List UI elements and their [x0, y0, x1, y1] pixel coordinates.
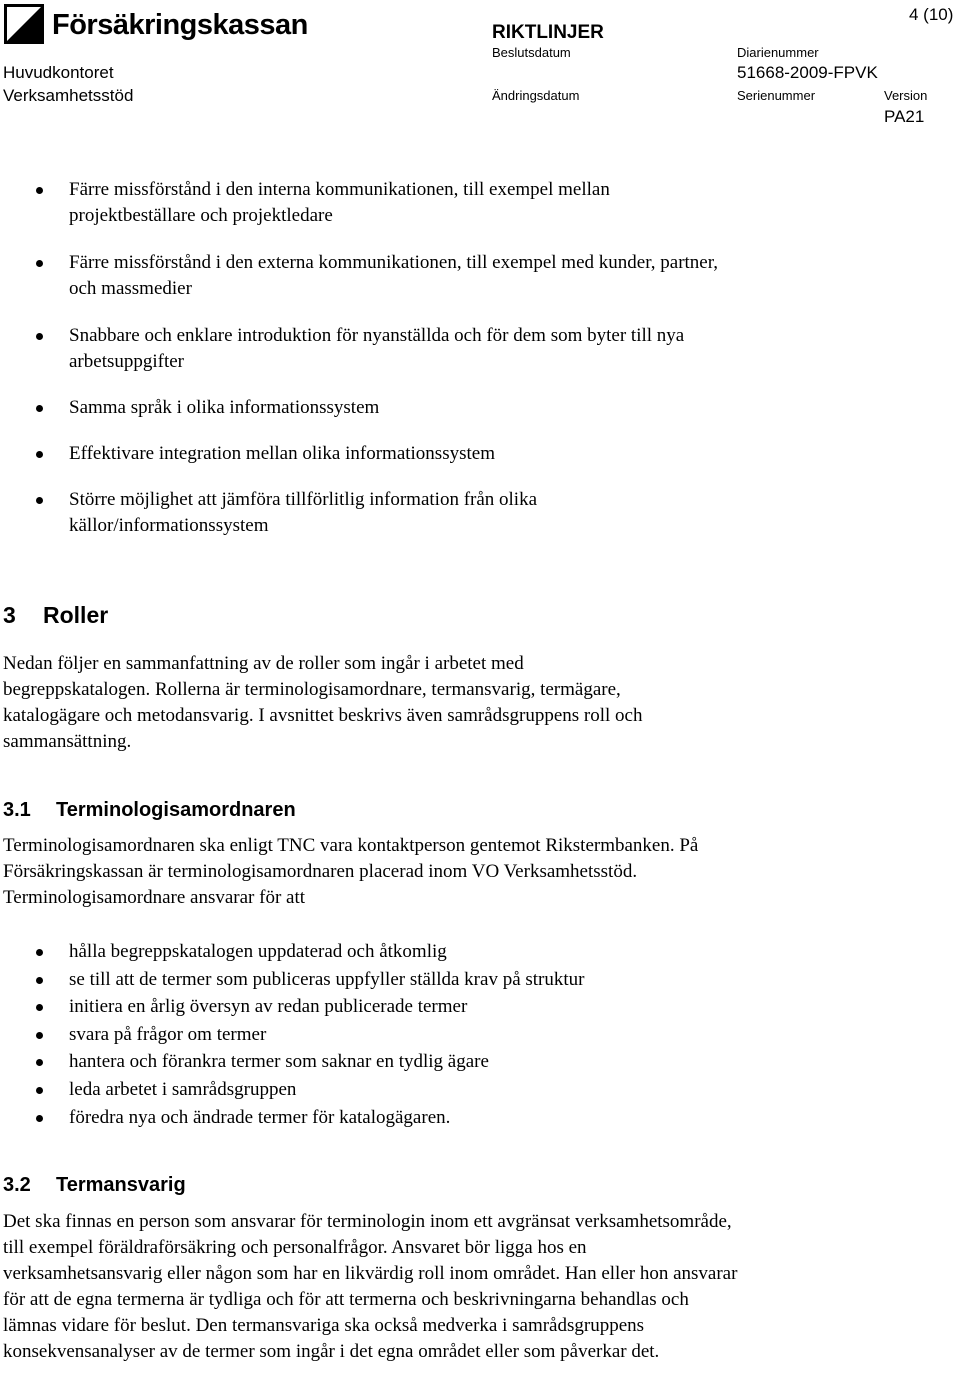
section-body: Terminologisamordnaren ska enligt TNC vara kontaktperson gentemot Rikstermbanken. På Försäkringskassan är terminologisamordnaren placerad inom VO Verksamhetsstöd. Terminologisamordnare ansvarar för att: [3, 835, 699, 908]
logo-wordmark: Försäkringskassan: [52, 9, 308, 41]
section-number: 3: [3, 602, 16, 628]
department: Verksamhetsstöd: [3, 86, 134, 105]
list-item: se till att de termer som publiceras uppfyller ställda krav på struktur: [0, 967, 760, 993]
logo-emblem-icon: [4, 4, 44, 44]
document-type: RIKTLINJER: [492, 22, 604, 43]
list-item: hantera och förankra termer som saknar en tydlig ägare: [0, 1049, 760, 1075]
registry-number-label: Diarienummer: [737, 45, 819, 60]
list-item: Större möjlighet att jämföra tillförlitlig information från olika källor/informationssystem: [0, 487, 669, 539]
org-unit: Huvudkontoret: [3, 63, 114, 82]
section-title: Termansvarig: [56, 1174, 186, 1196]
section-body: Det ska finnas en person som ansvarar för terminologin inom ett avgränsat verksamhetsområde, till exempel föräldraförsäkring och personalfrågor. Ansvaret bör ligga hos en verksamhetsansvarig eller någon som har en likvärdig roll inom området. Han eller hon ansvarar för att de egna termerna är tydliga och för att termerna och beskrivningarna behandlas och lämnas vidare för beslut. Den termansvariga ska också medverka i samrådsgruppens konsekvensanalyser av de termer som ingår i det egna området eller som påverkar det.: [3, 1211, 738, 1362]
version-value: PA21: [884, 107, 925, 126]
serial-number-label: Serienummer: [737, 88, 816, 103]
forsakringskassan-logo: [4, 2, 324, 46]
section-heading-terminologisamordnaren: [3, 798, 296, 822]
section-heading-roller: [3, 601, 108, 629]
list-item: svara på frågor om termer: [0, 1022, 760, 1048]
responsibilities-list: [0, 939, 760, 1131]
section-title: Roller: [43, 602, 109, 628]
list-item: Samma språk i olika informationssystem: [0, 395, 760, 421]
section-number: 3.1: [3, 799, 31, 821]
decision-date-label: Beslutsdatum: [492, 45, 571, 60]
list-item: Färre missförstånd i den interna kommunikationen, till exempel mellan projektbeställare och projektledare: [0, 177, 739, 229]
benefits-list: [0, 177, 760, 539]
list-item: initiera en årlig översyn av redan publicerade termer: [0, 994, 760, 1020]
list-item: leda arbetet i samrådsgruppen: [0, 1077, 760, 1103]
list-item: Färre missförstånd i den externa kommunikationen, till exempel med kunder, partner, och massmedier: [0, 250, 739, 302]
page-number: 4 (10): [909, 5, 954, 24]
list-item: hålla begreppskatalogen uppdaterad och åtkomlig: [0, 939, 760, 965]
section-heading-termansvarig: [3, 1173, 186, 1197]
registry-number: 51668-2009-FPVK: [737, 63, 878, 82]
list-item: föredra nya och ändrade termer för katalogägaren.: [0, 1105, 760, 1131]
change-date-label: Ändringsdatum: [492, 88, 580, 103]
section-body: Nedan följer en sammanfattning av de roller som ingår i arbetet med begreppskatalogen. Rollerna är terminologisamordnare, termansvarig, termägare, katalogägare och metodansvarig. I avsnittet beskrivs även samrådsgruppens roll och sammansättning.: [3, 653, 643, 752]
section-title: Terminologisamordnaren: [56, 799, 296, 821]
section-number: 3.2: [3, 1174, 31, 1196]
list-item: Effektivare integration mellan olika informationssystem: [0, 441, 760, 467]
version-label: Version: [884, 88, 928, 103]
list-item: Snabbare och enklare introduktion för nyanställda och för dem som byter till nya arbetsuppgifter: [0, 323, 739, 375]
